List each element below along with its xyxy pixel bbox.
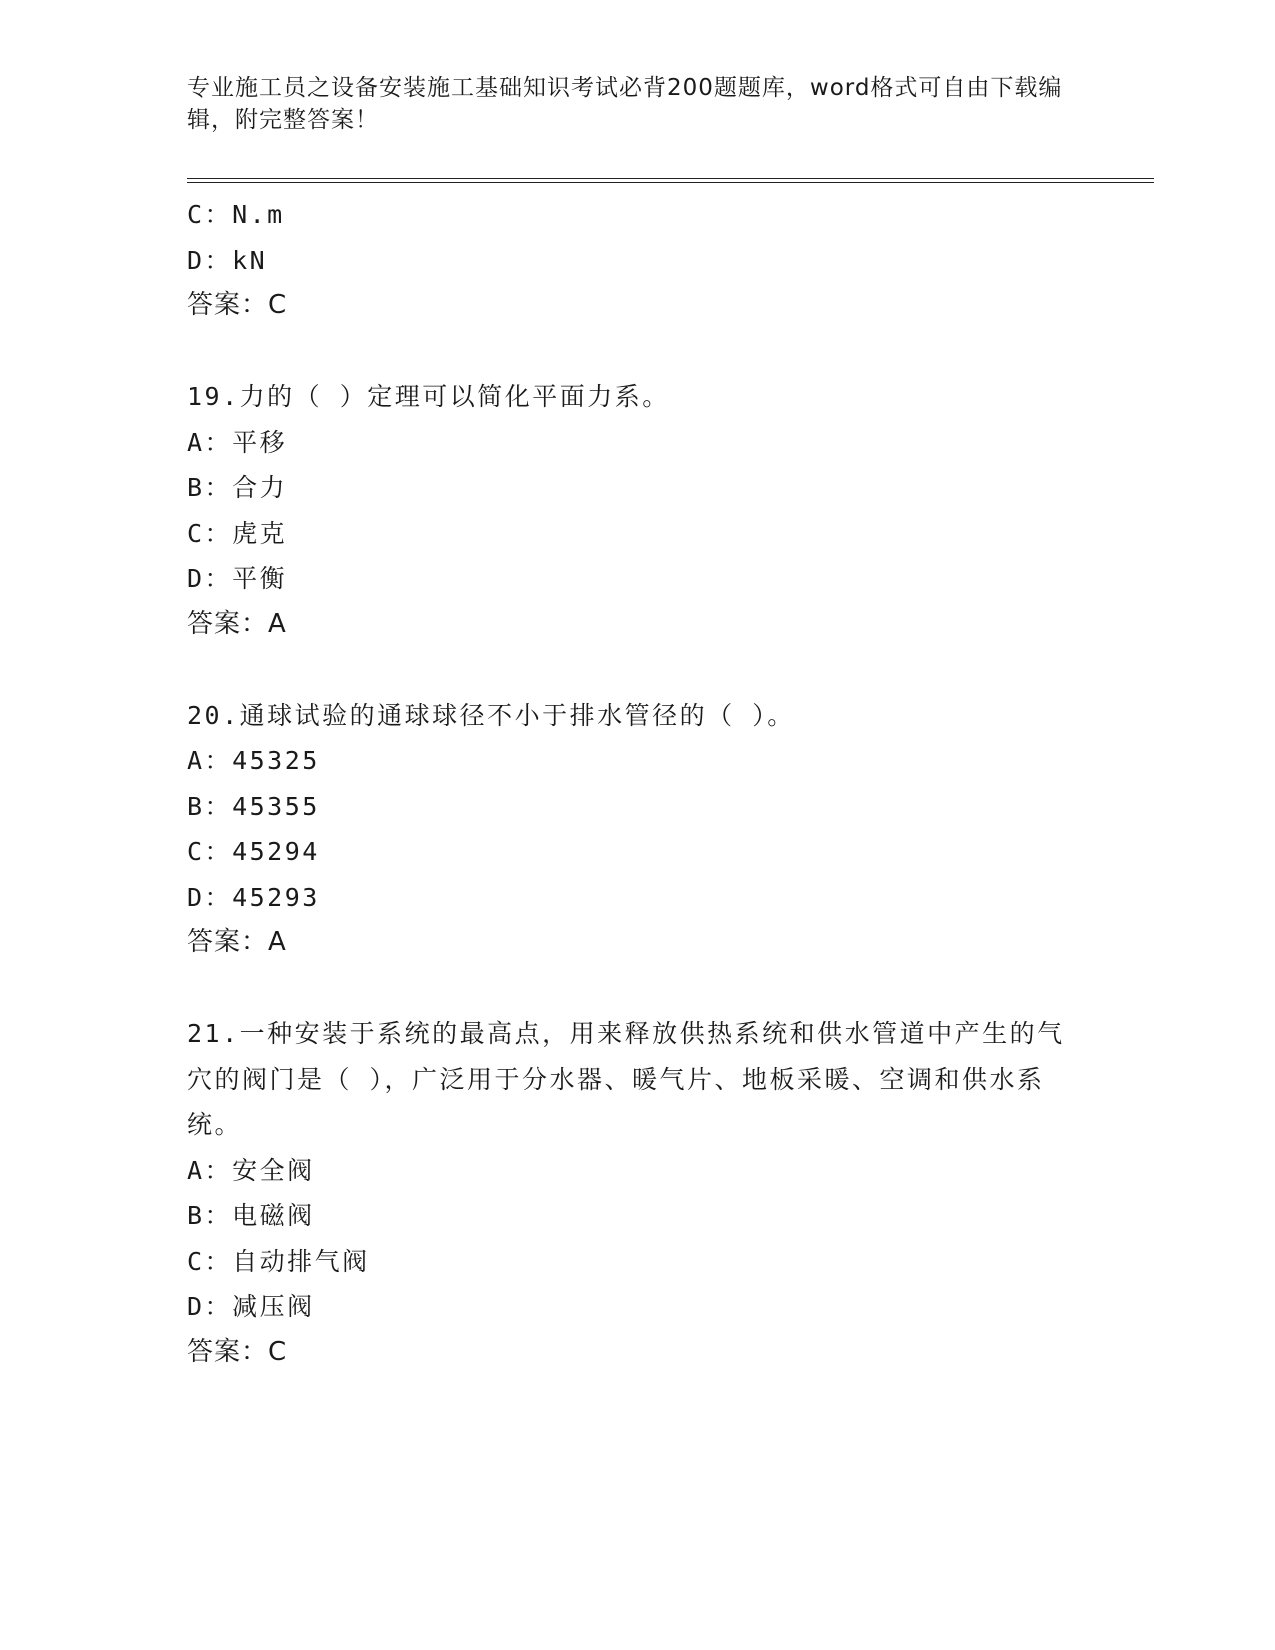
option-d [187, 238, 1087, 284]
header-divider-bottom [187, 182, 1154, 183]
option-text: kN [232, 245, 268, 275]
question-19 [187, 374, 1087, 647]
question-spacer [187, 329, 1087, 375]
option-b [187, 1193, 1087, 1239]
document-body [187, 192, 1087, 1375]
option-letter: D： [187, 882, 233, 912]
option-text: 虎克 [232, 518, 288, 548]
option-text: 安全阀 [232, 1155, 315, 1185]
option-c [187, 192, 1087, 238]
question-21 [187, 1011, 1087, 1375]
option-text: 45325 [232, 746, 320, 775]
option-a [187, 420, 1087, 466]
option-text: 自动排气阀 [232, 1246, 370, 1276]
option-text: 平衡 [232, 564, 288, 593]
option-text: 45355 [232, 791, 320, 821]
answer-line: 答案：A [187, 608, 287, 639]
option-text: 减压阀 [232, 1292, 315, 1321]
question-20 [187, 693, 1087, 966]
question-stem: 20.通球试验的通球球径不小于排水管径的（ ）。 [187, 700, 795, 730]
question-stem: 19.力的（ ）定理可以简化平面力系。 [187, 382, 670, 411]
option-a [187, 1148, 1087, 1194]
option-d [187, 556, 1087, 602]
option-letter: C： [187, 837, 233, 866]
option-c [187, 1239, 1087, 1285]
answer-line: 答案：C [187, 1336, 288, 1367]
option-letter: C： [187, 200, 233, 229]
option-d [187, 1284, 1087, 1330]
question-stem: 21.一种安装于系统的最高点，用来释放供热系统和供水管道中产生的气穴的阀门是（ ），广泛用于分水器、暖气片、地板采暖、空调和供水系统。 [187, 1019, 1065, 1139]
option-a [187, 738, 1087, 784]
option-text: 电磁阀 [232, 1201, 315, 1230]
option-d [187, 875, 1087, 921]
option-text: 合力 [232, 473, 288, 502]
question-spacer [187, 966, 1087, 1012]
option-letter: D： [187, 1292, 233, 1321]
option-text: 45294 [232, 837, 320, 866]
question-18-continued [187, 192, 1087, 329]
option-letter: A： [187, 427, 233, 457]
option-c [187, 829, 1087, 875]
option-letter: A： [187, 746, 233, 775]
page-header [187, 72, 1087, 136]
option-text: N.m [232, 200, 285, 229]
option-c [187, 511, 1087, 557]
option-letter: B： [187, 473, 233, 502]
option-letter: D： [187, 564, 233, 593]
option-letter: B： [187, 1201, 233, 1230]
option-text: 平移 [232, 427, 288, 457]
option-letter: B： [187, 791, 233, 821]
answer-line: 答案：A [187, 927, 287, 957]
question-spacer [187, 647, 1087, 693]
option-letter: D： [187, 245, 233, 275]
answer-line: 答案：C [187, 290, 288, 320]
option-letter: C： [187, 518, 233, 548]
option-letter: C： [187, 1246, 233, 1276]
document-title: 专业施工员之设备安装施工基础知识考试必背200题题库，word格式可自由下载编辑，附完整答案！ [187, 75, 1063, 133]
option-b [187, 465, 1087, 511]
header-divider-top [187, 178, 1154, 179]
option-text: 45293 [232, 882, 320, 912]
option-b [187, 784, 1087, 830]
option-letter: A： [187, 1155, 233, 1185]
